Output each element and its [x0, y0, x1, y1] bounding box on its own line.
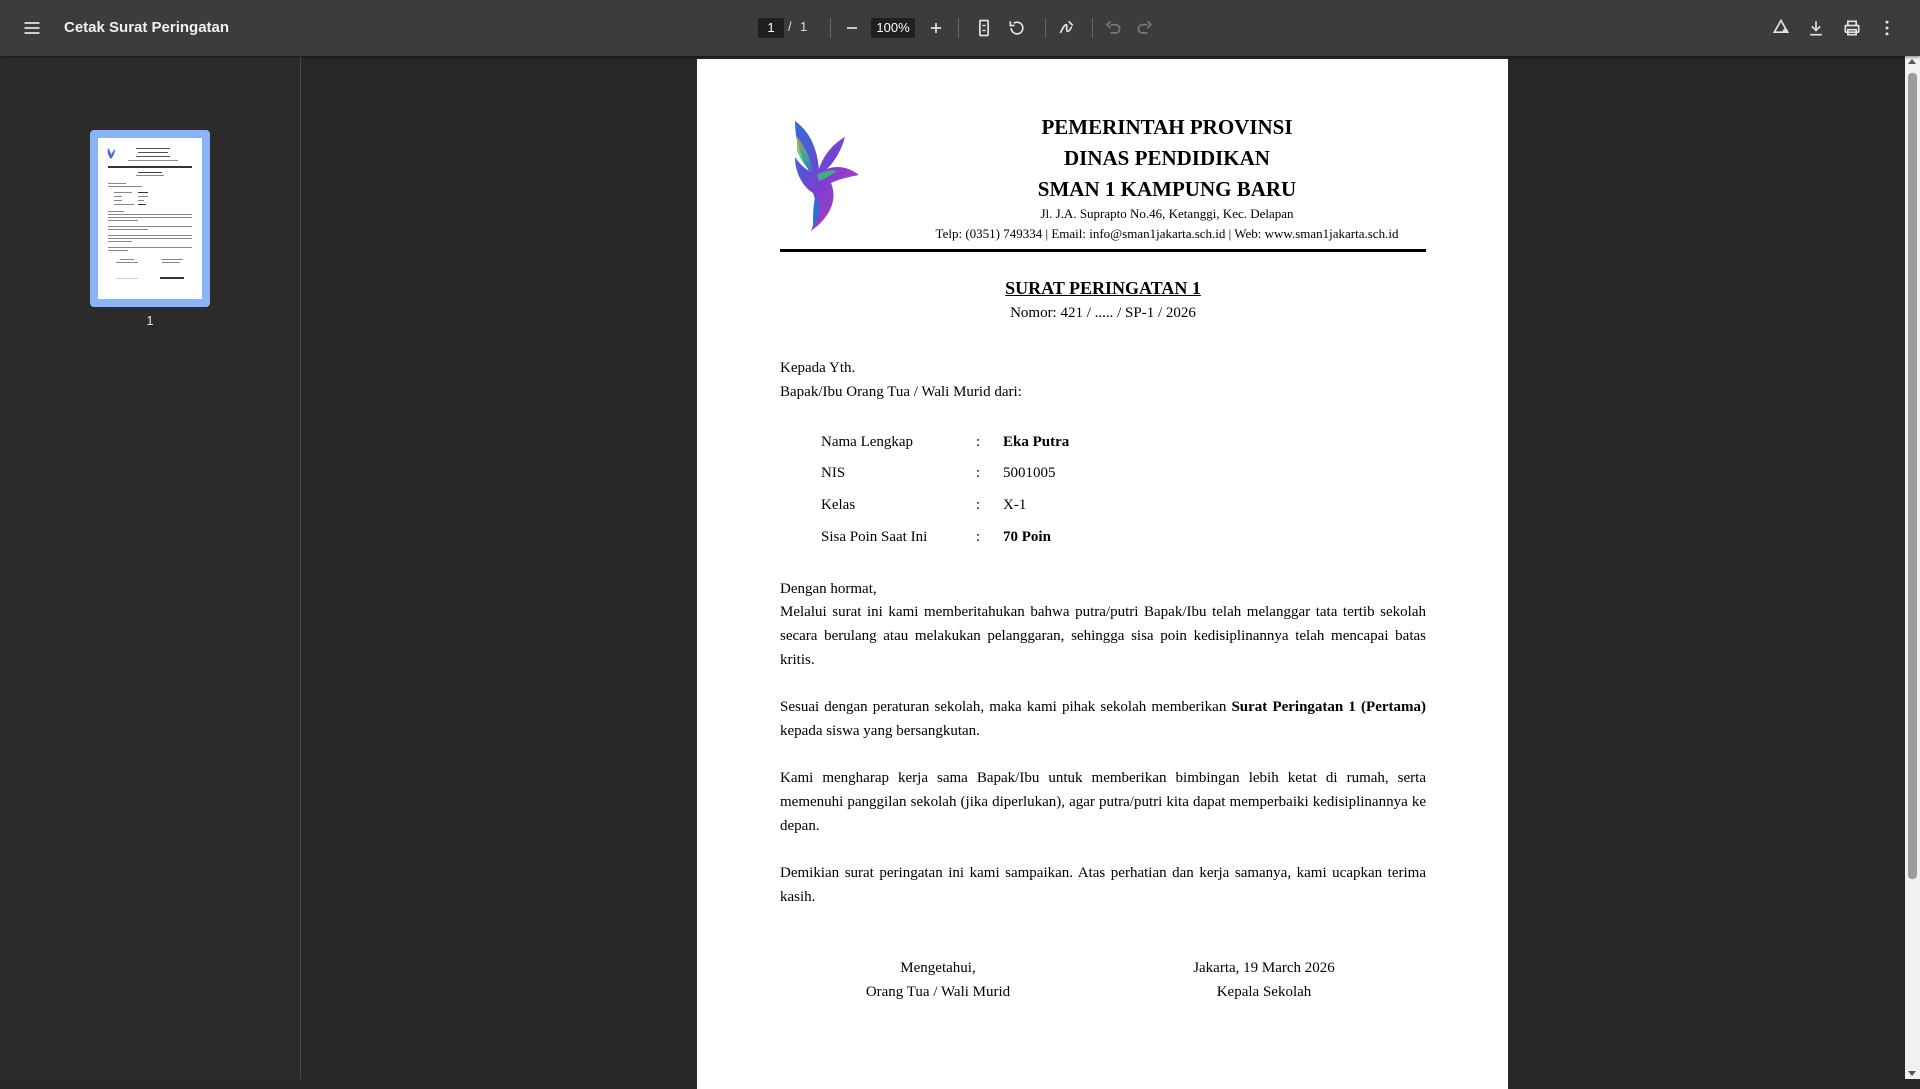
toolbar-divider — [830, 18, 831, 38]
letterhead-address: Jl. J.A. Suprapto No.46, Ketanggi, Kec. Delapan — [1040, 206, 1294, 221]
toolbar-divider — [958, 18, 959, 38]
thumbnail-logo-icon — [106, 146, 116, 160]
scroll-up-arrow-icon[interactable] — [1908, 59, 1916, 64]
zoom-in-button[interactable] — [920, 12, 952, 44]
pdf-toolbar — [0, 0, 1920, 56]
toolbar-divider — [1045, 18, 1046, 38]
info-label-name: Nama Lengkap — [821, 434, 914, 450]
paragraph-1: Melalui surat ini kami memberitahukan bahwa putra/putri Bapak/Ibu telah melanggar tata tertib sekolah secara berulang atau melakukan pelanggaran, sehingga sisa poin kedisiplinannya telah mencapai batas kritis. — [780, 604, 1426, 668]
recipient-line-1: Kepada Yth. — [780, 360, 856, 376]
vertical-scrollbar[interactable] — [1905, 56, 1920, 1079]
letterhead-contact: Telp: (0351) 749334 | Email: info@sman1jakarta.sch.id | Web: www.sman1jakarta.sch.id — [935, 226, 1399, 241]
info-value-class: X-1 — [1003, 497, 1027, 513]
thumbnail-preview — [98, 138, 202, 299]
rotate-icon[interactable] — [1001, 12, 1033, 44]
info-colon: : — [976, 465, 981, 481]
paragraph-2-bold: Surat Peringatan 1 (Pertama) — [1231, 699, 1426, 715]
letterhead-line-1: PEMERINTAH PROVINSI — [1041, 115, 1293, 139]
fit-page-icon[interactable] — [968, 12, 1000, 44]
greeting: Dengan hormat, — [780, 581, 877, 597]
redo-icon[interactable] — [1129, 12, 1161, 44]
letter-title: SURAT PERINGATAN 1 — [1005, 278, 1201, 298]
page-separator: / — [788, 19, 792, 34]
zoom-out-button[interactable] — [836, 12, 868, 44]
page-number-input[interactable]: 1 — [758, 18, 784, 38]
paragraph-2 — [780, 695, 1426, 743]
info-label-class: Kelas — [821, 497, 856, 513]
info-label-nis: NIS — [821, 465, 846, 481]
signature-right-line-2: Kepala Sekolah — [1216, 984, 1312, 1000]
scrollbar-thumb[interactable] — [1908, 73, 1917, 879]
undo-icon[interactable] — [1097, 12, 1129, 44]
letterhead-divider — [780, 249, 1426, 252]
page-thumbnail[interactable] — [90, 130, 210, 307]
info-value-nis: 5001005 — [1003, 465, 1056, 481]
letter-number: Nomor: 421 / ..... / SP-1 / 2026 — [1010, 305, 1196, 321]
toolbar-divider — [1092, 18, 1093, 38]
recipient-line-2: Bapak/Ibu Orang Tua / Wali Murid dari: — [780, 384, 1022, 400]
paragraph-4: Demikian surat peringatan ini kami sampaikan. Atas perhatian dan kerja samanya, kami ucapkan terima kasih. — [780, 865, 1426, 905]
thumbnail-sidebar — [0, 56, 301, 1079]
save-to-drive-icon[interactable] — [1765, 12, 1797, 44]
signature-left-line-1: Mengetahui, — [900, 960, 976, 976]
draw-annotation-icon[interactable] — [1051, 12, 1083, 44]
signature-left-line-2: Orang Tua / Wali Murid — [865, 984, 1011, 1000]
paragraph-2-text: Sesuai dengan peraturan sekolah, maka kami pihak sekolah memberikan — [780, 699, 1232, 715]
info-colon: : — [976, 529, 981, 545]
signature-right-line-1: Jakarta, 19 March 2026 — [1193, 960, 1335, 976]
download-icon[interactable] — [1800, 12, 1832, 44]
thumbnail-page-number: 1 — [146, 313, 154, 328]
more-options-icon[interactable] — [1871, 12, 1903, 44]
letterhead-line-2: DINAS PENDIDIKAN — [1064, 146, 1270, 170]
menu-icon[interactable] — [16, 12, 48, 44]
info-label-points: Sisa Poin Saat Ini — [821, 529, 928, 545]
info-value-name: Eka Putra — [1003, 434, 1070, 450]
document-title: Cetak Surat Peringatan — [64, 19, 230, 36]
letterhead-school-name: SMAN 1 KAMPUNG BARU — [1037, 177, 1297, 201]
print-icon[interactable] — [1836, 12, 1868, 44]
paragraph-2-text-end: kepada siswa yang bersangkutan. — [780, 723, 980, 739]
info-value-points: 70 Poin — [1003, 529, 1051, 545]
bird-logo-icon — [787, 117, 863, 233]
scroll-down-arrow-icon[interactable] — [1908, 1071, 1916, 1076]
info-colon: : — [976, 497, 981, 513]
zoom-input[interactable]: 100% — [871, 18, 915, 38]
paragraph-3: Kami mengharap kerja sama Bapak/Ibu untuk memberikan bimbingan lebih ketat di rumah, serta memenuhi panggilan sekolah (jika diperlukan), agar putra/putri kita dapat memperbaiki kedisiplinannya ke depan. — [780, 770, 1426, 834]
info-colon: : — [976, 434, 981, 450]
pdf-page — [697, 59, 1508, 1089]
page-total: 1 — [800, 19, 808, 34]
